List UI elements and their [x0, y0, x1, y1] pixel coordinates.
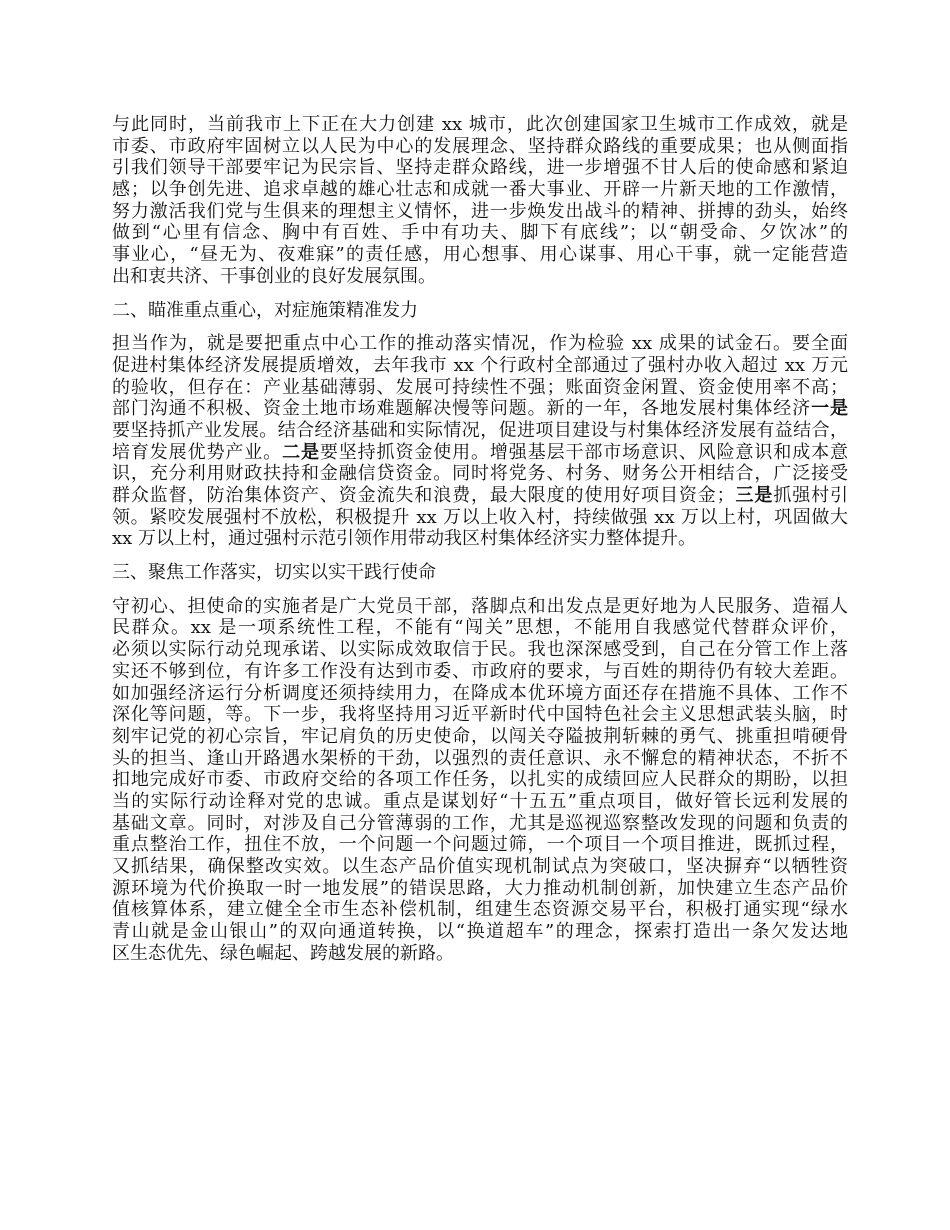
text-line: 基础文章。同时，对涉及自己分管薄弱的工作，尤其是巡视巡察整改发现的问题和负责的: [112, 812, 848, 834]
text-line: 出和衷共济、干事创业的良好发展氛围。: [112, 265, 436, 287]
text-line: 要坚持抓产业发展。结合经济基础和实际情况，促进项目建设与村集体经济发展有益结合，: [112, 419, 848, 441]
text-line: 与此同时，当前我市上下正在大力创建 xx 城市，此次创建国家卫生城市工作成效，就是: [112, 114, 848, 135]
text-line: 的验收，但存在：产业基础薄弱、发展可持续性不强；账面资金闲置、资金使用率不高；: [112, 376, 848, 398]
text-line: 又抓结果，确保整改实效。以生态产品价值实现机制试点为突破口，坚决摒弃“以牺牲资: [112, 856, 848, 877]
bold-emphasis: 一是: [811, 398, 849, 420]
text-segment: 群众监督，防治集体资产、资金流失和浪费，最大限度的使用好项目资金；: [112, 485, 735, 506]
bold-emphasis: 三是: [734, 485, 774, 506]
text-line: [112, 442, 848, 464]
text-line: 扣地完成好市委、市政府交给的各项工作任务，以扎实的成绩回应人民群众的期盼，以担: [112, 769, 848, 791]
text-line: 引我们领导干部要牢记为民宗旨、坚持走群众路线，进一步增强不甘人后的使命感和紧迫: [112, 157, 848, 179]
text-line: 三、聚焦工作落实，切实以实干践行使命: [112, 562, 436, 584]
bold-emphasis: 二是: [282, 441, 320, 463]
text-line: 促进村集体经济发展提质增效，去年我市 xx 个行政村全部通过了强村办收入超过 xx 万元: [112, 354, 848, 376]
text-line: 值核算体系，建立健全全市生态补偿机制，组建生态资源交易平台，积极打通实现“绿水: [112, 899, 848, 921]
text-line: xx 万以上村，通过强村示范引领作用带动我区村集体经济实力整体提升。: [112, 528, 697, 550]
text-line: 市委、市政府牢固树立以人民为中心的发展理念、坚持群众路线的重要成果；也从侧面指: [112, 135, 848, 157]
text-line: 做到“心里有信念、胸中有百姓、手中有功夫、脚下有底线”；以“朝受命、夕饮冰”的: [112, 222, 848, 244]
text-line: 二、瞄准重点重心，对症施策精准发力: [112, 299, 418, 321]
text-line: 识，充分利用财政扶持和金融信贷资金。同时将党务、村务、财务公开相结合，广泛接受: [112, 463, 848, 485]
section-heading: [112, 562, 848, 584]
text-line: 深化等问题，等。下一步，我将坚持用习近平新时代中国特色社会主义思想武装头脑，时: [112, 704, 848, 726]
text-line: 感；以争创先进、追求卓越的雄心壮志和成就一番大事业、开辟一片新天地的工作激情，: [112, 179, 848, 201]
text-segment: 培育发展优势产业。: [112, 441, 283, 463]
text-line: 担当作为，就是要把重点中心工作的推动落实情况，作为检验 xx 成果的试金石。要全面: [112, 333, 848, 355]
text-line: 实还不够到位，有许多工作没有达到市委、市政府的要求，与百姓的期待仍有较大差距。: [112, 660, 848, 682]
text-segment: 部门沟通不积极、资金土地市场难题解决慢等问题。新的一年，各地发展村集体经济: [112, 398, 812, 420]
text-line: 领。紧咬发展强村不放松，积极提升 xx 万以上收入村，持续做强 xx 万以上村，巩固做大: [112, 506, 848, 528]
document-body: [112, 114, 848, 976]
paragraph: [112, 596, 848, 965]
text-line: 守初心、担使命的实施者是广大党员干部，落脚点和出发点是更好地为人民服务、造福人: [112, 595, 848, 617]
text-line: 努力激活我们党与生俱来的理想主义情怀，进一步焕发出战斗的精神、拼搏的劲头，始终: [112, 200, 848, 222]
text-line: [112, 485, 848, 507]
text-line: 刻牢记党的初心宗旨，牢记肩负的历史使命，以闯关夺隘披荆斩棘的勇气、挑重担啃硬骨: [112, 725, 848, 747]
text-line: 当的实际行动诠释对党的忠诚。重点是谋划好“十五五”重点项目，做好管长远利发展的: [112, 790, 848, 812]
text-line: 事业心，“昼无为、夜难寐”的责任感，用心想事、用心谋事、用心干事，就一定能营造: [112, 244, 848, 266]
text-line: 重点整治工作，扭住不放，一个问题一个问题过筛，一个项目一个项目推进，既抓过程，: [112, 834, 848, 856]
section-heading: [112, 300, 848, 322]
text-line: 源环境为代价换取一时一地发展”的错误思路，大力推动机制创新，加快建立生态产品价: [112, 877, 848, 899]
paragraph: [112, 114, 848, 288]
text-line: [112, 398, 848, 420]
text-line: 民群众。xx 是一项系统性工程，不能有“闯关”思想，不能用自我感觉代替群众评价，: [112, 617, 848, 639]
text-line: 青山就是金山银山”的双向通道转换，以“换道超车”的理念，探索打造出一条欠发达地: [112, 921, 848, 943]
text-segment: 抓强村引: [773, 485, 849, 506]
text-line: 必须以实际行动兑现承诺、以实际成效取信于民。我也深深感受到，自己在分管工作上落: [112, 639, 848, 661]
text-line: 区生态优先、绿色崛起、跨越发展的新路。: [112, 942, 454, 964]
paragraph: [112, 333, 848, 550]
text-line: 头的担当、逢山开路遇水架桥的干劲，以强烈的责任意识、永不懈怠的精神状态，不折不: [112, 747, 848, 769]
text-segment: 要坚持抓资金使用。增强基层干部市场意识、风险意识和成本意: [319, 441, 849, 463]
text-line: 如加强经济运行分析调度还须持续用力，在降成本优环境方面还存在措施不具体、工作不: [112, 682, 848, 704]
